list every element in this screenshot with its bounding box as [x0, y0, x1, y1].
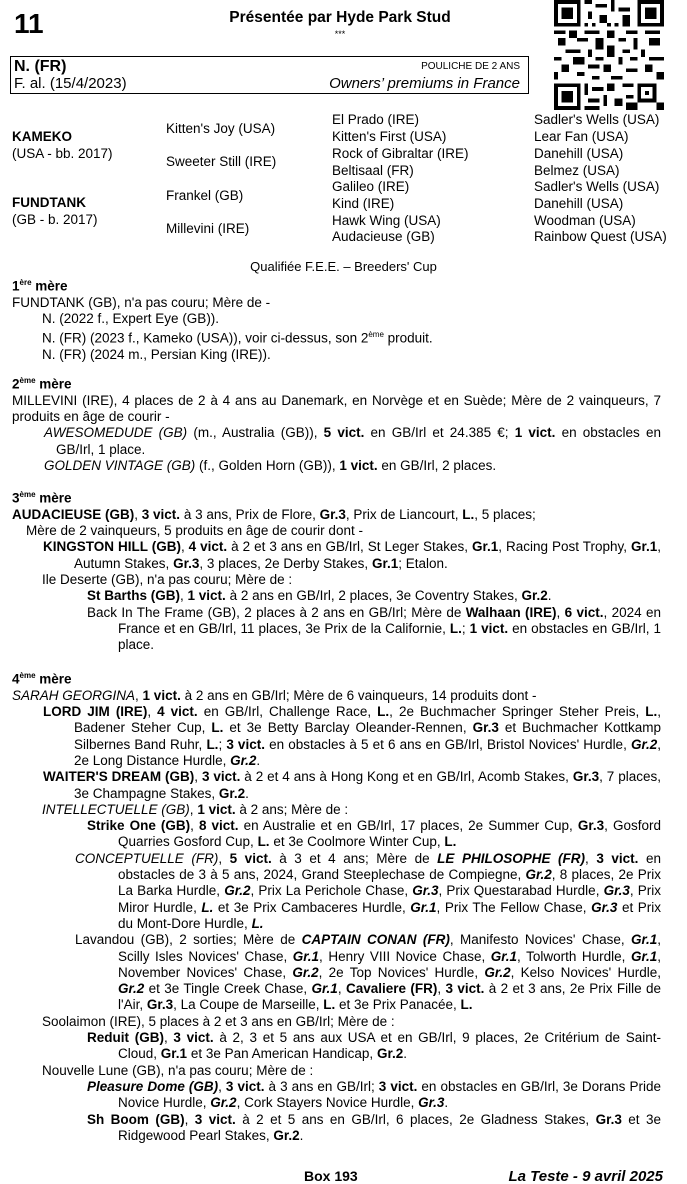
pedigree-gen4-6: Danehill (USA) — [534, 196, 624, 211]
produce-item: CONCEPTUELLE (FR), 5 vict. à 3 et 4 ans; Mère de LE PHILOSOPHE (FR), 3 vict. en obstacles de 3 à 5 ans, 2024, Grand Steeplechase de Compiegne, Gr.2, 8 places, 2e Prix La Barka Hurdle, Gr.2, Prix La Perichole Chase, Gr.3, Prix Questarabad Hurdle, Gr.3, Prix Miror Hurdle, L. et 3e Prix Cambaceres Hurdle, Gr.1, Prix The Fellow Chase, Gr.3 et Prix du Mont-Dore Hurdle, L. — [75, 850, 662, 931]
section-heading: 3ème mère — [12, 490, 72, 506]
produce-item: St Barths (GB), 1 vict. à 2 ans en GB/Irl, 2 places, 3e Coventry Stakes, Gr.2. — [87, 588, 552, 604]
produce-item: Strike One (GB), 8 vict. en Australie et en GB/Irl, 17 places, 2e Summer Cup, Gr.3, Gosford Quarries Gosford Cup, L. et 3e Coolmore Winter Cup, L. — [87, 818, 661, 850]
section-heading: 4ème mère — [12, 671, 72, 687]
produce-item: GOLDEN VINTAGE (GB) (f., Golden Horn (GB)), 1 vict. en GB/Irl, 2 places. — [44, 457, 497, 473]
produce-item: Ile Deserte (GB), n'a pas couru; Mère de : — [42, 571, 293, 587]
pedigree-dam-detail: (GB - b. 2017) — [12, 212, 98, 227]
qr-code-icon — [554, 0, 664, 110]
lot-number: 11 — [14, 8, 44, 39]
pedigree-sire: KAMEKO — [12, 129, 72, 144]
horse-identity-box — [10, 56, 529, 94]
produce-item: KINGSTON HILL (GB), 4 vict. à 2 et 3 ans en GB/Irl, St Leger Stakes, Gr.1, Racing Post Trophy, Gr.1, Autumn Stakes, Gr.3, 3 places, 2e Derby Stakes, Gr.1; Etalon. — [43, 539, 661, 571]
pedigree-gen2-2: Sweeter Still (IRE) — [166, 154, 277, 169]
dam-intro: AUDACIEUSE (GB), 3 vict. à 3 ans, Prix de Flore, Gr.3, Prix de Liancourt, L., 5 places; Mère de 2 vainqueurs, 5 produits en âge de courir dont - — [12, 506, 536, 539]
dam-section-3 — [12, 487, 661, 653]
presenter: Présentée par Hyde Park Stud — [229, 9, 451, 26]
rating-stars: *** — [334, 29, 346, 39]
dam-section-2 — [12, 373, 661, 474]
produce-item: Back In The Frame (GB), 2 places à 2 ans en GB/Irl; Mère de Walhaan (IRE), 6 vict., 2024 en France et en GB/Irl, 11 places, 3e Prix de la Californie, L.; 1 vict. en obstacles en GB/Irl, 1 place. — [87, 604, 661, 653]
produce-item: INTELLECTUELLE (GB), 1 vict. à 2 ans; Mère de : — [42, 801, 349, 817]
dam-intro: FUNDTANK (GB), n'a pas couru; Mère de - — [12, 294, 271, 310]
pedigree-gen3-7: Hawk Wing (USA) — [332, 213, 441, 228]
produce-item: Pleasure Dome (GB), 3 vict. à 3 ans en GB/Irl; 3 vict. en obstacles en GB/Irl, 3e Dorans Pride Novice Hurdle, Gr.2, Cork Stayers Novice Hurdle, Gr.3. — [87, 1078, 661, 1111]
pedigree-gen4-4: Belmez (USA) — [534, 163, 620, 178]
pedigree-gen4-3: Danehill (USA) — [534, 146, 624, 161]
pedigree-gen4-1: Sadler's Wells (USA) — [534, 112, 660, 127]
pedigree-gen3-6: Kind (IRE) — [332, 196, 395, 211]
pedigree-gen3-8: Audacieuse (GB) — [332, 229, 435, 244]
section-heading: 1ère mère — [12, 278, 68, 294]
produce-item: WAITER'S DREAM (GB), 3 vict. à 2 et 4 ans à Hong Kong et en GB/Irl, Acomb Stakes, Gr.3, 7 places, 3e Champagne Stakes, Gr.2. — [43, 769, 661, 801]
pedigree-gen4-8: Rainbow Quest (USA) — [534, 229, 667, 244]
horse-sex-age: POULICHE DE 2 ANS — [421, 61, 520, 72]
owners-premium: Owners’ premiums in France — [329, 75, 520, 92]
produce-item: Lavandou (GB), 2 sorties; Mère de CAPTAIN CONAN (FR), Manifesto Novices' Chase, Gr.1, Scilly Isles Novices' Chase, Gr.1, Henry VIII Novice Chase, Gr.1, Tolworth Hurdle, Gr.1, November Novices' Chase, Gr.2, 2e Top Novices' Hurdle, Gr.2, Kelso Novices' Hurdle, Gr.2 et 3e Tingle Creek Chase, Gr.1, Cavaliere (FR), 3 vict. à 2 et 3 ans, 2e Prix Fille de l'Air, Gr.3, La Coupe de Marseille, L. et 3e Prix Panacée, L. — [75, 932, 662, 1013]
sale-location-date: La Teste - 9 avril 2025 — [508, 1168, 663, 1184]
pedigree-sire-detail: (USA - bb. 2017) — [12, 146, 113, 161]
box-number: Box 193 — [304, 1168, 358, 1184]
pedigree-gen4-7: Woodman (USA) — [534, 213, 636, 228]
produce-item: N. (FR) (2024 m., Persian King (IRE)). — [42, 347, 271, 363]
horse-name: N. (FR) — [14, 58, 67, 75]
produce-item: AWESOMEDUDE (GB) (m., Australia (GB)), 5 vict. en GB/Irl et 24.385 €; 1 vict. en obstacles en GB/Irl, 1 place. — [44, 425, 661, 457]
pedigree-gen4-5: Sadler's Wells (USA) — [534, 179, 660, 194]
dam-intro: MILLEVINI (IRE), 4 places de 2 à 4 ans au Danemark, en Norvège et en Suède; Mère de 2 vainqueurs, 7 produits en âge de courir - — [12, 392, 661, 425]
produce-item: N. (2022 f., Expert Eye (GB)). — [42, 311, 220, 327]
pedigree-gen2-3: Frankel (GB) — [166, 188, 244, 203]
pedigree-gen2-1: Kitten's Joy (USA) — [166, 121, 276, 136]
produce-item: LORD JIM (IRE), 4 vict. en GB/Irl, Challenge Race, L., 2e Buchmacher Springer Steher Preis, L., Badener Steher Cup, L. et 3e Betty Barclay Oleander-Rennen, Gr.3 et Buchmacher Kottkamp Silbernes Band Ruhr, L.; 3 vict. en obstacles à 5 et 6 ans en GB/Irl, Bristol Novices' Hurdle, Gr.2, 2e Long Distance Hurdle, Gr.2. — [43, 704, 661, 768]
pedigree-gen3-2: Kitten's First (USA) — [332, 129, 447, 144]
dam-section-1 — [12, 275, 661, 363]
pedigree-gen3-5: Galileo (IRE) — [332, 179, 410, 194]
pedigree-gen3-1: El Prado (IRE) — [332, 112, 420, 127]
pedigree-gen3-3: Rock of Gibraltar (IRE) — [332, 146, 469, 161]
qualification: Qualifiée F.E.E. – Breeders' Cup — [250, 259, 437, 274]
section-heading: 2ème mère — [12, 376, 72, 392]
pedigree-gen4-2: Lear Fan (USA) — [534, 129, 629, 144]
dam-section-4 — [12, 668, 661, 1144]
produce-item: N. (FR) (2023 f., Kameko (USA)), voir ci-dessus, son 2ème produit. — [42, 330, 433, 346]
produce-item: Reduit (GB), 3 vict. à 2, 3 et 5 ans aux USA et en GB/Irl, 9 places, 2e Critérium de Saint-Cloud, Gr.1 et 3e Pan American Handicap, Gr.2. — [87, 1030, 661, 1062]
produce-item: Nouvelle Lune (GB), n'a pas couru; Mère de : — [42, 1062, 314, 1078]
pedigree-gen2-4: Millevini (IRE) — [166, 221, 250, 236]
produce-item: Sh Boom (GB), 3 vict. à 2 et 5 ans en GB/Irl, 6 places, 2e Gladness Stakes, Gr.3 et 3e Ridgewood Pearl Stakes, Gr.2. — [87, 1111, 661, 1143]
dam-intro: SARAH GEORGINA, 1 vict. à 2 ans en GB/Irl; Mère de 6 vainqueurs, 14 produits dont - — [12, 687, 537, 703]
produce-item: Soolaimon (IRE), 5 places à 2 et 3 ans en GB/Irl; Mère de : — [42, 1013, 395, 1029]
pedigree-dam: FUNDTANK — [12, 195, 86, 210]
pedigree-gen3-4: Beltisaal (FR) — [332, 163, 414, 178]
horse-birth: F. al. (15/4/2023) — [14, 75, 127, 92]
